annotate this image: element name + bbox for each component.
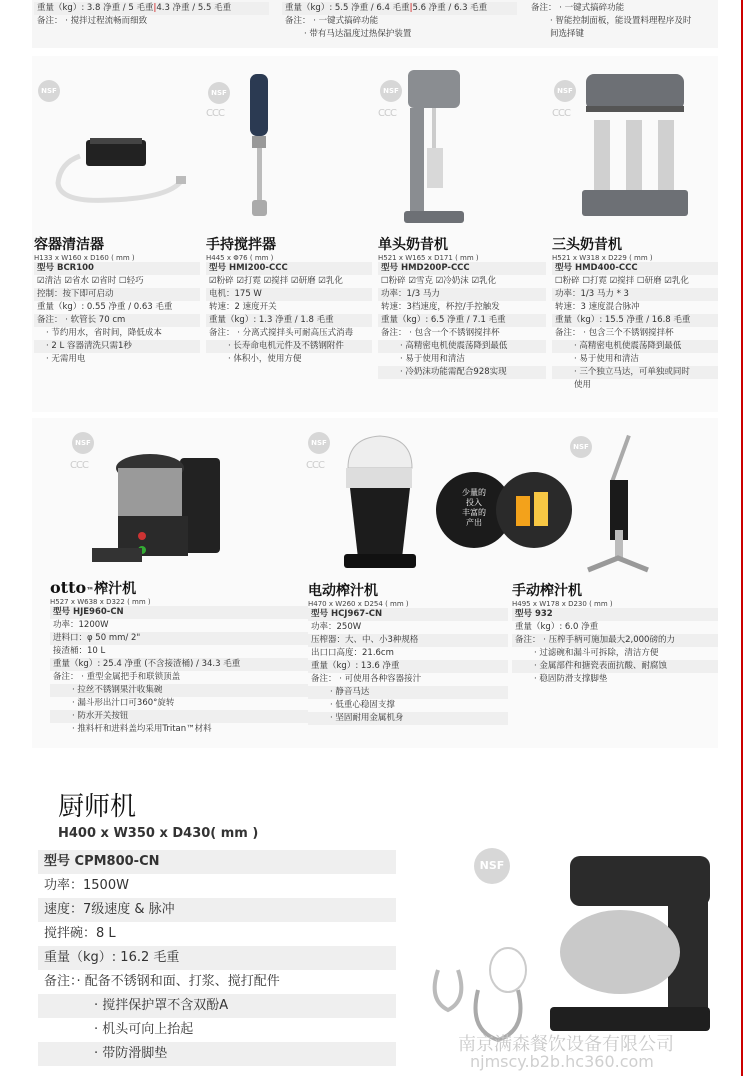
nsf-badge: NSF	[474, 848, 510, 884]
product-card-hmd200: 单头奶昔机 H521 x W165 x D171 ( mm ) 型号 HMD200P-CCC ☐粉碎 ☑雪克 ☑冷奶沫 ☑乳化 功率：1/3 马力 转速：3档速度，杯控/手控触发 重量（kg）: 6.5 净重 / 7.1 毛重 备注： · 包含一个不锈钢搅拌杯 · 高精密电机使震荡降到最低 · 易于使用和清洁 · 冷奶沫功能需配合928实现	[378, 234, 546, 379]
top-col-2: 重量（kg）: 5.5 净重 / 6.4 毛重|5.6 净重 / 6.3 毛重 备注： · 一键式搞碎功能 · 带有马达温度过热保护装置	[282, 2, 517, 41]
ccc-badge: CCC	[378, 108, 396, 119]
ccc-badge: CCC	[306, 460, 324, 471]
nsf-badge: NSF	[380, 80, 402, 102]
product-title: 手持搅拌器	[206, 237, 276, 253]
nsf-badge: NSF	[208, 82, 230, 104]
product-model: 型号 HCJ967-CN	[308, 608, 508, 621]
product-dims: H133 x W160 x D160 ( mm )	[34, 254, 135, 262]
top-col-3: 备注： · 一键式搞碎功能 · 智能控制面板，能设置料理程序及时 间选择键	[531, 3, 692, 39]
product-model: 型号 BCR100	[34, 262, 200, 275]
chef-dims: H400 x W350 x D430( mm )	[58, 826, 259, 841]
product-model: 型号 HMD200P-CCC	[378, 262, 546, 275]
container-rinser-image	[50, 128, 200, 208]
product-dims: H470 x W260 x D254 ( mm )	[308, 600, 409, 608]
product-model: 型号 932	[512, 608, 718, 621]
chef-model: 型号 CPM800-CN	[38, 850, 396, 874]
product-model: 型号 HJE960-CN	[50, 606, 308, 619]
triple-milkshake-machine-image	[580, 70, 690, 220]
product-title: 单头奶昔机	[378, 237, 448, 253]
right-red-border	[741, 0, 743, 1076]
nsf-badge: NSF	[72, 432, 94, 454]
product-title: otto™榨汁机	[50, 578, 137, 597]
chef-title: 厨师机	[58, 792, 137, 822]
product-card-bcr100: 容器清洁器 H133 x W160 x D160 ( mm ) 型号 BCR100 ☑清洁 ☑省水 ☑省时 ☐轻巧 控制：按下即可启动 重量（kg）: 0.55 净重 / 0.63 毛重 备注： · 软管长 70 cm · 节约用水，省时间，降低成本 · 2 L 容器清洗只需1秒 · 无需用电	[34, 234, 200, 366]
nsf-badge: NSF	[38, 80, 60, 102]
product-dims: H521 x W165 x D171 ( mm )	[378, 254, 479, 262]
ccc-badge: CCC	[206, 108, 224, 119]
weight-text: 重量（kg）: 3.8 净重 / 5 毛重	[37, 3, 154, 13]
nsf-badge: NSF	[308, 432, 330, 454]
top-col-1: 重量（kg）: 3.8 净重 / 5 毛重|4.3 净重 / 5.5 毛重 备注： · 搅拌过程流畅而细致	[34, 2, 269, 28]
ccc-badge: CCC	[552, 108, 570, 119]
nsf-badge: NSF	[554, 80, 576, 102]
manual-juicer-image	[582, 430, 652, 580]
product-model: 型号 HMD400-CCC	[552, 262, 718, 275]
product-dims: H495 x W178 x D230 ( mm )	[512, 600, 613, 608]
ccc-badge: CCC	[70, 460, 88, 471]
product-card-932: 手动榨汁机 H495 x W178 x D230 ( mm ) 型号 932 重量（kg）: 6.0 净重 备注： · 压榨手柄可施加最大2,000磅的力 · 过滤碗和漏斗可拆除，清洁方便 · 金属部件和搪瓷表面抗酸、耐腐蚀 · 稳固防滑支撑脚垫	[512, 580, 718, 686]
product-card-hje960: otto™榨汁机 H527 x W638 x D322 ( mm ) 型号 HJE960-CN 功率：1200W 进料口：φ 50 mm/ 2" 接渣桶：10 L 重量（kg）: 25.4 净重 (不含接渣桶) / 34.3 毛重 备注： · 重型金属把手和联锁顶盖 · 拉丝不锈钢果汁收集碗 · 漏斗形出汁口可360°旋转 · 防水开关按钮 · 推料杆和进料盖均采用Tritan™材料	[50, 578, 308, 736]
otto-juicer-image	[90, 428, 225, 578]
note-text: 备注： · 搅拌过程流畅而细致	[37, 16, 148, 26]
product-card-hcj967: 电动榨汁机 H470 x W260 x D254 ( mm ) 型号 HCJ967-CN 功率：250W 压榨器：大、中、小3种规格 出口口高度：21.6cm 重量（kg）: 13.6 净重 备注： · 可使用各种容器接汁 · 静音马达 · 低重心稳固支撑 · 坚固耐用金属机身	[308, 580, 508, 725]
product-title: 三头奶昔机	[552, 237, 622, 253]
hand-blender-image	[240, 70, 280, 225]
stand-mixer-image	[540, 842, 715, 1037]
watermark-company: 南京满森餐饮设备有限公司	[458, 1034, 674, 1055]
nsf-badge: NSF	[570, 436, 592, 458]
product-title: 电动榨汁机	[308, 583, 378, 599]
chef-spec-table: 型号 CPM800-CN 功率：1500W 速度：7级速度 & 脉冲 搅拌碗：8 L 重量（kg）: 16.2 毛重 备注：· 配备不锈钢和面、打浆、搅打配件 · 搅拌保护罩不含双酚A · 机头可向上抬起 · 带防滑脚垫	[38, 850, 396, 1066]
product-card-hmi200: 手持搅拌器 H445 x Φ76 ( mm ) 型号 HMI200-CCC ☑粉碎 ☑打霓 ☑搅拌 ☑研磨 ☑乳化 电机：175 W 转速：2 速度开关 重量（kg）: 1.3 净重 / 1.8 毛重 备注： · 分离式搅拌头可耐高压式消毒 · 长寿命电机元件及不锈钢附件 · 体积小，使用方便	[206, 234, 372, 366]
product-dims: H527 x W638 x D322 ( mm )	[50, 598, 151, 606]
weight-text: 重量（kg）: 5.5 净重 / 6.4 毛重	[285, 3, 410, 13]
watermark-url: njmscy.b2b.hc360.com	[470, 1052, 654, 1071]
product-title: 容器清洁器	[34, 237, 104, 253]
juice-promo-text: 少量的 投入 丰富的 产出	[462, 488, 486, 527]
single-milkshake-machine-image	[400, 66, 470, 226]
electric-juicer-image	[340, 428, 420, 578]
product-dims: H521 x W318 x D229 ( mm )	[552, 254, 653, 262]
product-title: 手动榨汁机	[512, 583, 582, 599]
product-dims: H445 x Φ76 ( mm )	[206, 254, 274, 262]
product-model: 型号 HMI200-CCC	[206, 262, 372, 275]
product-card-hmd400: 三头奶昔机 H521 x W318 x D229 ( mm ) 型号 HMD400-CCC ☐粉碎 ☐打霓 ☑搅拌 ☐研磨 ☑乳化 功率：1/3 马力 * 3 转速：3 速度混合脉冲 重量（kg）: 15.5 净重 / 16.8 毛重 备注： · 包含三个不锈钢搅拌杯 · 高精密电机使震荡降到最低 · 易于使用和清洁 · 三个独立马达，可单独或同时 使用	[552, 234, 718, 392]
